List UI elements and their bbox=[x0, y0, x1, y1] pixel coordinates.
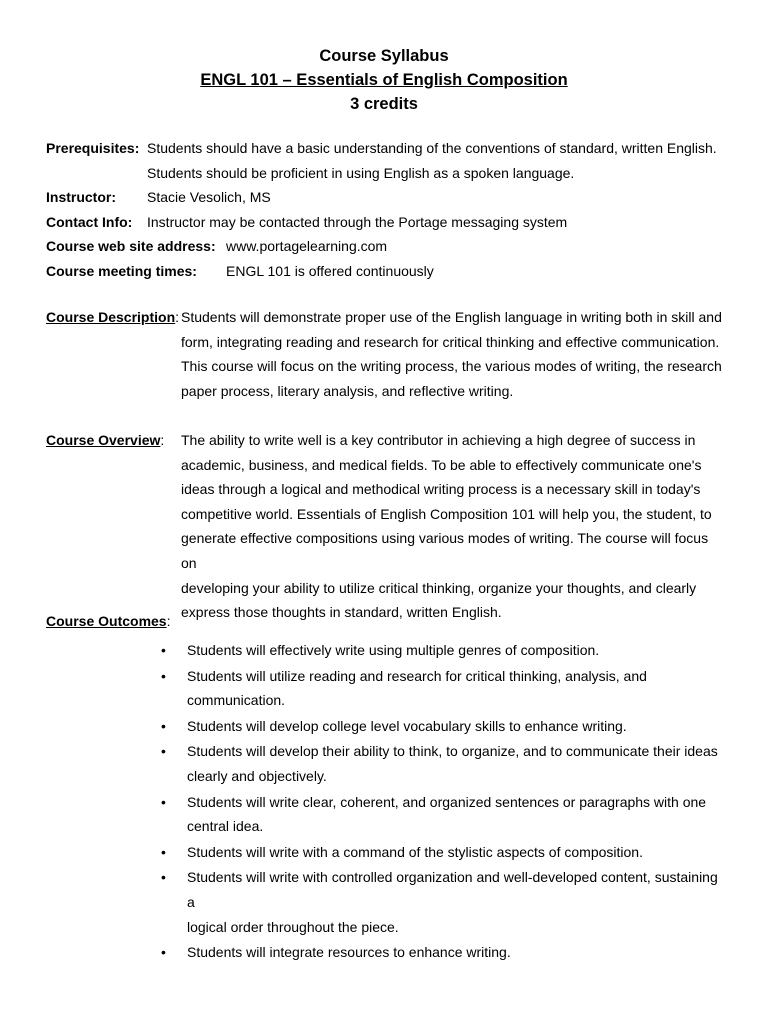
outcome-text: logical order throughout the piece. bbox=[187, 918, 399, 935]
course-title: ENGL 101 – Essentials of English Composition bbox=[200, 71, 568, 89]
bullet-icon: • bbox=[161, 743, 166, 760]
overview-line: The ability to write well is a key contributor in achieving a high degree of success in bbox=[181, 432, 696, 448]
outcomes-list bbox=[0, 638, 740, 966]
meeting-row bbox=[46, 259, 746, 284]
contact-value: Instructor may be contacted through the Portage messaging system bbox=[147, 213, 568, 230]
bullet-icon: • bbox=[161, 944, 166, 961]
overview-line: generate effective compositions using various modes of writing. The course will focus on bbox=[181, 530, 709, 571]
outcome-text: communication. bbox=[187, 692, 286, 709]
contact-label: Contact Info: bbox=[46, 213, 133, 230]
overview-label: Course Overview: bbox=[46, 432, 165, 448]
list-item bbox=[0, 840, 740, 865]
website-label: Course web site address: bbox=[46, 238, 216, 255]
prerequisites-row-2 bbox=[46, 161, 746, 186]
overview-line: express those thoughts in standard, written English. bbox=[181, 604, 502, 621]
list-item bbox=[0, 638, 740, 663]
list-item bbox=[0, 664, 740, 713]
outcome-text: Students will effectively write using multiple genres of composition. bbox=[187, 642, 600, 658]
overview-line: ideas through a logical and methodical writing process is a necessary skill in today's bbox=[181, 481, 701, 498]
outcome-text: Students will write with controlled organization and well-developed content, sustaining a bbox=[187, 869, 718, 910]
bullet-icon: • bbox=[161, 642, 166, 658]
course-info bbox=[46, 136, 746, 284]
bullet-icon: • bbox=[161, 717, 166, 734]
prerequisites-value-1: Students should have a basic understanding of the conventions of standard, written English. bbox=[147, 140, 717, 156]
outcome-text: Students will write clear, coherent, and organized sentences or paragraphs with one bbox=[187, 793, 707, 810]
bullet-icon: • bbox=[161, 793, 166, 810]
list-item bbox=[0, 790, 740, 839]
outcome-text: clearly and objectively. bbox=[187, 767, 327, 784]
overview-body bbox=[181, 428, 726, 625]
list-item bbox=[0, 714, 740, 739]
outcome-text: Students will write with a command of the stylistic aspects of composition. bbox=[187, 843, 643, 860]
contact-row bbox=[46, 210, 746, 235]
outcomes-label: Course Outcomes: bbox=[46, 613, 171, 629]
outcome-text: Students will utilize reading and research for critical thinking, analysis, and bbox=[187, 667, 647, 684]
meeting-value: ENGL 101 is offered continuously bbox=[226, 262, 434, 279]
course-credits: 3 credits bbox=[350, 95, 418, 113]
list-item bbox=[0, 739, 740, 788]
prerequisites-label: Prerequisites: bbox=[46, 140, 140, 156]
website-row bbox=[46, 234, 746, 259]
outcome-text: central idea. bbox=[187, 818, 264, 835]
outcome-text: Students will develop college level vocabulary skills to enhance writing. bbox=[187, 717, 627, 734]
description-line: Students will demonstrate proper use of the English language in writing both in skill and bbox=[181, 309, 722, 325]
page-title: Course Syllabus bbox=[319, 47, 449, 65]
outcome-text: Students will integrate resources to enhance writing. bbox=[187, 944, 511, 961]
prerequisites-row bbox=[46, 136, 746, 161]
list-item bbox=[0, 865, 740, 939]
prerequisites-value-2: Students should be proficient in using English as a spoken language. bbox=[147, 164, 575, 181]
description-label: Course Description: bbox=[46, 309, 180, 325]
overview-line: developing your ability to utilize critical thinking, organize your thoughts, and clearly bbox=[181, 579, 697, 596]
bullet-icon: • bbox=[161, 869, 166, 886]
overview-line: academic, business, and medical fields. To be able to effectively communicate one's bbox=[181, 456, 702, 473]
list-item bbox=[0, 940, 740, 965]
meeting-label: Course meeting times: bbox=[46, 262, 197, 279]
overview-line: competitive world. Essentials of English Composition 101 will help you, the student, to bbox=[181, 505, 712, 522]
website-link[interactable]: www.portagelearning.com bbox=[226, 238, 388, 255]
outcome-text: Students will develop their ability to think, to organize, and to communicate their ideas bbox=[187, 743, 718, 760]
description-line: form, integrating reading and research for critical thinking and effective communication. bbox=[181, 333, 720, 350]
instructor-label: Instructor: bbox=[46, 189, 116, 206]
instructor-row bbox=[46, 185, 746, 210]
description-body bbox=[181, 305, 726, 403]
instructor-value: Stacie Vesolich, MS bbox=[147, 189, 271, 206]
bullet-icon: • bbox=[161, 843, 166, 860]
description-line: paper process, literary analysis, and reflective writing. bbox=[181, 382, 514, 399]
description-line: This course will focus on the writing process, the various modes of writing, the research bbox=[181, 358, 722, 375]
bullet-icon: • bbox=[161, 667, 166, 684]
